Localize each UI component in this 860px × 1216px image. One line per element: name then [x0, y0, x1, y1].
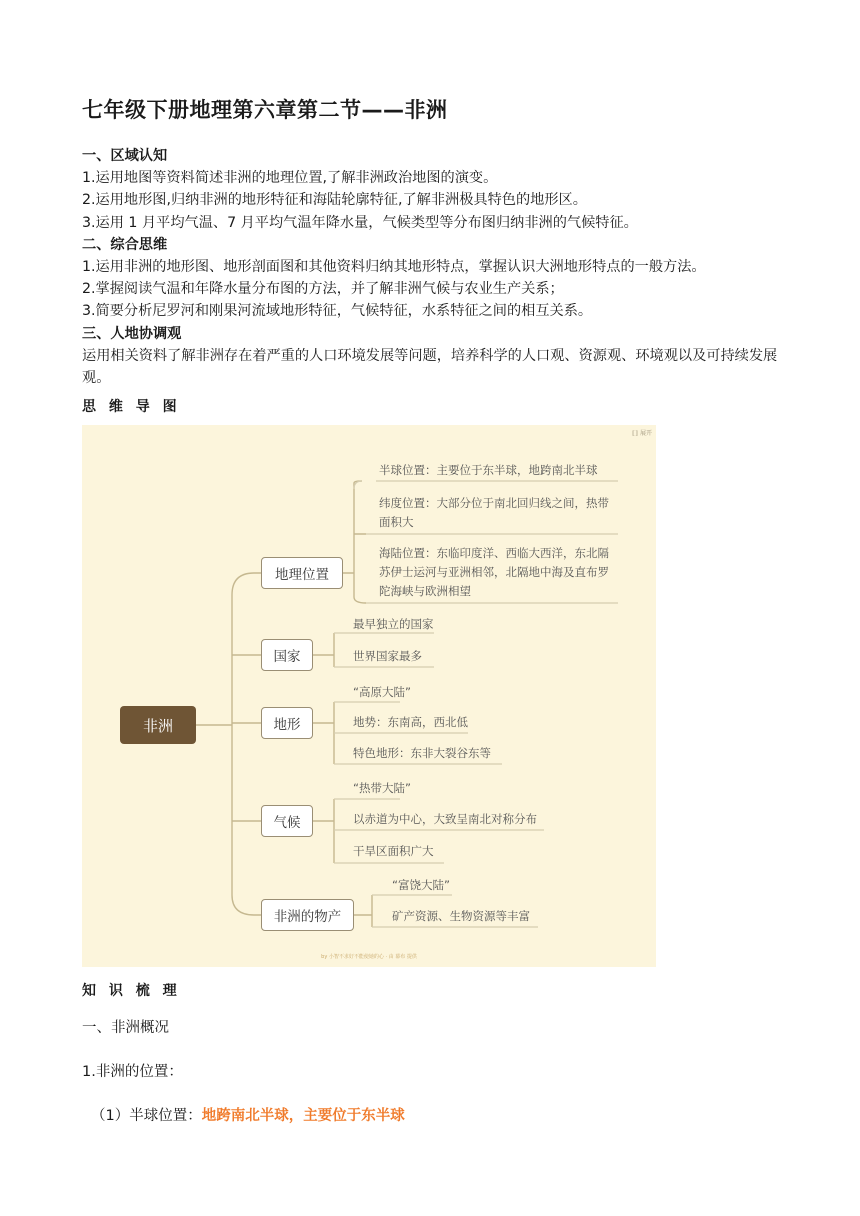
leaf-node: 纬度位置：大部分位于南北回归线之间，热带面积大 — [379, 496, 609, 529]
leaf-node: “高原大陆” — [353, 685, 411, 699]
leaf-node: “富饶大陆” — [392, 878, 450, 892]
knowledge-heading: 知 识 梳 理 — [82, 983, 181, 999]
branch-countries: 国家 — [261, 639, 313, 671]
expand-icon[interactable]: ⟦⟧ 展开 — [632, 430, 652, 437]
connector — [312, 702, 334, 764]
objective-heading: 三、人地协调观 — [82, 325, 182, 342]
learning-objectives — [82, 145, 782, 389]
objective-line: 运用相关资料了解非洲存在着严重的人口环境发展等问题，培养科学的人口观、资源观、环境观以及可持续发展观。 — [82, 347, 778, 387]
knowledge-item — [91, 1104, 405, 1125]
connector — [232, 895, 261, 915]
mindmap-root-node: 非洲 — [120, 706, 196, 744]
item-label: （1）半球位置： — [91, 1108, 202, 1124]
objective-line: 3.简要分析尼罗河和刚果河流域地形特征，气候特征，水系特征之间的相互关系。 — [82, 303, 593, 320]
branch-terrain: 地形 — [261, 707, 313, 739]
leaf-node: 地势：东南高，西北低 — [353, 715, 468, 729]
connector — [312, 633, 334, 667]
subsection-heading: 1.非洲的位置： — [82, 1064, 183, 1080]
mindmap-heading: 思 维 导 图 — [82, 399, 181, 415]
connector — [354, 895, 372, 927]
leaf-node: 世界国家最多 — [353, 649, 422, 663]
objective-line: 1.运用地图等资料简述非洲的地理位置,了解非洲政治地图的演变。 — [82, 170, 498, 187]
leaf-node: 最早独立的国家 — [353, 617, 434, 631]
branch-products: 非洲的物产 — [261, 899, 354, 931]
connector — [232, 573, 261, 595]
connector — [354, 534, 366, 603]
objective-line: 2.运用地形图,归纳非洲的地形特征和海陆轮廓特征,了解非洲极具特色的地形区。 — [82, 192, 587, 209]
section-heading: 一、非洲概况 — [82, 1020, 169, 1036]
objective-heading: 一、区域认知 — [82, 148, 168, 164]
connector — [343, 483, 354, 597]
page-title: 七年级下册地理第六章第二节——非洲 — [82, 98, 448, 122]
leaf-node: 矿产资源、生物资源等丰富 — [392, 909, 530, 923]
objective-line: 3.运用 1 月平均气温、7 月平均气温年降水量，气候类型等分布图归纳非洲的气候特征。 — [82, 214, 638, 231]
mindmap — [82, 425, 656, 967]
objective-heading: 二、综合思维 — [82, 236, 168, 253]
leaf-rule — [354, 481, 618, 489]
leaf-node: 干旱区面积广大 — [353, 844, 434, 858]
objective-line: 1.运用非洲的地形图、地形剖面图和其他资料归纳其地形特点，掌握认识大洲地形特点的一般方法。 — [82, 259, 706, 276]
branch-climate: 气候 — [261, 805, 313, 837]
mindmap-credit: by 小智不求好不能使她的心 · 由 幕布 提供 — [321, 954, 417, 960]
leaf-node: “热带大陆” — [353, 781, 411, 795]
objective-line: 2.掌握阅读气温和年降水量分布图的方法，并了解非洲气候与农业生产关系； — [82, 281, 564, 298]
branch-location: 地理位置 — [261, 557, 343, 589]
leaf-node: 半球位置：主要位于东半球，地跨南北半球 — [379, 463, 598, 477]
item-answer: 地跨南北半球，主要位于东半球 — [201, 1108, 405, 1124]
connector — [312, 799, 334, 863]
leaf-node: 海陆位置：东临印度洋、西临大西洋，东北隔苏伊士运河与亚洲相邻，北隔地中海及直布罗陀海峡与欧洲相望 — [379, 546, 609, 598]
leaf-node: 以赤道为中心，大致呈南北对称分布 — [353, 812, 537, 826]
leaf-node: 特色地形：东非大裂谷东等 — [353, 746, 491, 760]
